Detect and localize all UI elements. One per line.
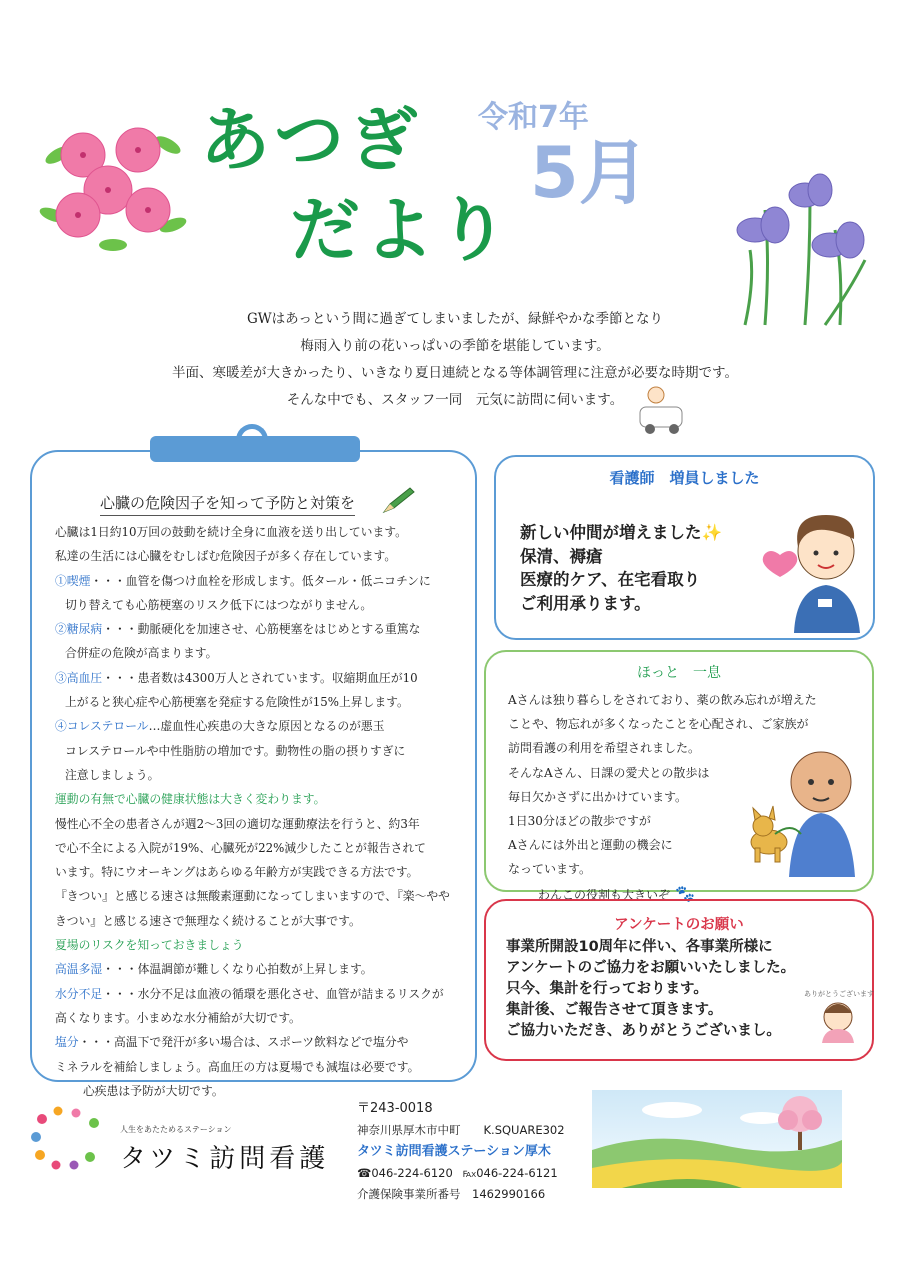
article-line	[55, 617, 475, 641]
license-number: 介護保険事業所番号 1462990166	[357, 1187, 546, 1201]
risk-label: ①喫煙	[55, 573, 91, 588]
risk-label: 塩分	[55, 1035, 79, 1050]
article-line	[55, 569, 475, 593]
article-line	[55, 641, 475, 665]
postal-mark-icon: 〒	[357, 1101, 371, 1116]
article-text: 心疾患は予防が大切です。	[83, 1083, 224, 1098]
article-text: 私達の生活には心臓をむしばむ危険因子が多く存在しています。	[55, 549, 397, 564]
hotto-box-line: Aさんは独り暮らしをされており、薬の飲み忘れが増えた	[508, 693, 817, 707]
article-text: …虚血性心疾患の大きな原因となるのが悪玉	[148, 719, 385, 734]
article-text: コレステロールや中性脂肪の増加です。動物性の脂の摂りすぎに	[65, 743, 406, 758]
risk-label: 高温多湿	[55, 962, 103, 977]
fax-icon: ℻	[462, 1165, 477, 1180]
article-line	[55, 690, 475, 714]
survey-box-line: ご協力いただき、ありがとうございまし。	[506, 1023, 781, 1039]
article-text: 上がると狭心症や心筋梗塞を発症する危険性が15%上昇します。	[65, 695, 409, 710]
hotto-box-line: そんなAさん、日課の愛犬との散歩は	[508, 765, 710, 780]
survey-box-line: 事業所開設10周年に伴い、各事業所様に	[506, 939, 773, 955]
article-line	[55, 884, 475, 908]
article-text: 夏場のリスクを知っておきましょう	[55, 938, 244, 953]
paw-icon: 🐾	[670, 883, 696, 903]
nurse-box-line: 保清、褥瘡	[520, 546, 603, 566]
hotto-box-line: なっています。	[508, 862, 592, 877]
article-line	[55, 763, 475, 787]
sparkle-icon: ✨	[701, 523, 723, 542]
article-subheading	[55, 787, 475, 811]
nurse-box-line-text: 新しい仲間が増えました	[520, 523, 702, 542]
article-line	[55, 739, 475, 763]
article-text: 切り替えても心筋梗塞のリスク低下にはつながりません。	[65, 597, 373, 612]
article-line	[55, 860, 475, 884]
nurse-illustration	[758, 515, 868, 633]
hotto-box-heading: ほっと 一息	[637, 665, 721, 681]
article-text: 慢性心不全の患者さんが週2～3回の適切な運動療法を行うと、約3年	[55, 816, 420, 831]
article-text: 運動の有無で心臓の健康状態は大きく変わります。	[55, 792, 326, 807]
article-line	[55, 909, 475, 933]
nurse-car-illustration	[636, 383, 686, 438]
article-text: ・・・患者数は4300万人とされています。収縮期血圧が10	[102, 670, 418, 685]
article-line	[55, 1006, 475, 1030]
intro-text	[120, 306, 790, 414]
article-text: 注意しましょう。	[65, 767, 160, 782]
street-address: 神奈川県厚木市中町 K.SQUARE302	[357, 1122, 565, 1137]
survey-request-box	[484, 899, 874, 1061]
thanks-bubble: ありがとうございます	[804, 990, 874, 998]
company-logo-mark	[28, 1105, 116, 1175]
phone-icon: ☎	[357, 1165, 372, 1180]
survey-box-text	[506, 937, 795, 1042]
fax-number: 046-224-6121	[476, 1165, 558, 1180]
survey-box-line: 集計後、ご報告させて頂きます。	[506, 1002, 723, 1018]
clipboard-ring	[236, 424, 268, 446]
heart-article-body	[55, 520, 475, 1103]
article-line	[55, 714, 475, 738]
heart-article-heading: 心臓の危険因子を知って予防と対策を	[100, 492, 355, 516]
article-text: で心不全による入院が19%、心臓死が22%減少したことが報告されて	[55, 840, 426, 855]
azalea-flowers-illustration	[38, 115, 188, 255]
phone-fax	[357, 1163, 565, 1185]
article-text: います。特にウオーキングはあらゆる年齢方が実践できる方法です。	[55, 865, 419, 880]
hotto-box-line: 訪問看護の利用を希望されました。	[508, 741, 701, 756]
article-line	[55, 666, 475, 690]
postal-code-value: 243-0018	[370, 1101, 433, 1116]
intro-line: GWはあっという間に過ぎてしまいましたが、緑鮮やかな季節となり	[246, 311, 664, 327]
nurse-box-line	[520, 521, 722, 545]
survey-box-line: 只今、集計を行っております。	[506, 981, 708, 997]
postal-code	[357, 1098, 565, 1120]
risk-label: ②糖尿病	[55, 622, 103, 637]
station-address-block	[357, 1098, 565, 1206]
intro-line: 梅雨入り前の花いっぱいの季節を堪能しています。	[300, 338, 610, 354]
article-line	[55, 520, 475, 544]
article-line	[55, 544, 475, 568]
risk-label: 水分不足	[55, 986, 103, 1001]
article-text: ・・・水分不足は血液の循環を悪化させ、血管が詰まるリスクが	[102, 986, 444, 1001]
hotto-box-line: Aさんには外出と運動の機会に	[508, 838, 673, 853]
newsletter-title-line1: あつぎ	[200, 99, 422, 181]
article-text: きつい』と感じる速さで無理なく続けることが大事です。	[55, 913, 361, 928]
article-text: ・・・体温調節が難しくなり心拍数が上昇します。	[102, 962, 373, 977]
article-line	[55, 982, 475, 1006]
article-text: ・・・高温下で発汗が多い場合は、スポーツ飲料などで塩分や	[78, 1035, 409, 1050]
company-name: タツミ訪問看護	[120, 1144, 330, 1174]
station-name: タツミ訪問看護ステーション厚木	[357, 1144, 551, 1159]
intro-line: 半面、寒暖差が大きかったり、いきなり夏日連続となる等体調管理に注意が必要な時期です。	[172, 365, 738, 381]
bowing-person-illustration	[818, 999, 858, 1043]
hotto-box-line: 毎日欠かさずに出かけています。	[508, 789, 688, 804]
hotto-hitoiki-box	[484, 650, 874, 903]
survey-box-heading: アンケートのお願い	[614, 917, 744, 933]
nurse-box-text	[520, 521, 722, 615]
article-subheading	[55, 933, 475, 957]
newsletter-title-line2: だより	[290, 189, 512, 271]
nurse-increase-box	[494, 455, 875, 640]
spring-landscape-illustration	[592, 1090, 842, 1188]
article-text: 『きつい』と感じる速さは無酸素運動になってしまいますので、『楽～やや	[55, 889, 450, 904]
issue-era: 令和7年	[478, 100, 589, 135]
article-text: 合併症の危険が高まります。	[65, 646, 218, 661]
article-text: ミネラルを補給しましょう。高血圧の方は夏場でも減塩は必要です。	[55, 1059, 420, 1074]
nurse-box-line: ご利用承ります。	[520, 593, 651, 613]
intro-line: そんな中でも、スタッフ一同 元気に訪問に伺います。	[286, 392, 624, 408]
company-slogan: 人生をあたためるステーション	[120, 1125, 232, 1134]
hotto-box-line-text: わんこの役割も大きいぞ	[538, 887, 671, 902]
survey-box-line: アンケートのご協力をお願いいたしました。	[506, 960, 796, 976]
article-text: ・・・動脈硬化を加速させ、心筋梗塞をはじめとする重篤な	[102, 622, 421, 637]
article-line	[55, 1030, 475, 1054]
article-line	[55, 593, 475, 617]
man-with-dog-illustration	[741, 742, 866, 877]
issue-month: 5月	[530, 132, 649, 214]
hotto-box-line: 1日30分ほどの散歩ですが	[508, 814, 651, 829]
article-line	[55, 1055, 475, 1079]
nurse-box-heading: 看護師 増員しました	[609, 469, 760, 487]
pencil-icon	[380, 486, 416, 516]
phone-number: 046-224-6120	[371, 1165, 453, 1180]
article-text: ・・・血管を傷つけ血栓を形成します。低タール・低ニコチンに	[90, 573, 431, 588]
risk-label: ④コレステロール	[55, 719, 149, 734]
article-text: 高くなります。小まめな水分補給が大切です。	[55, 1010, 301, 1025]
risk-label: ③高血圧	[55, 670, 103, 685]
article-line	[55, 836, 475, 860]
article-line	[55, 957, 475, 981]
hotto-box-line: ことや、物忘れが多くなったことを心配され、ご家族が	[508, 717, 809, 732]
article-line	[55, 812, 475, 836]
nurse-box-line: 医療的ケア、在宅看取り	[520, 570, 701, 589]
article-text: 心臓は1日約10万回の鼓動を続け全身に血液を送り出しています。	[55, 525, 407, 539]
